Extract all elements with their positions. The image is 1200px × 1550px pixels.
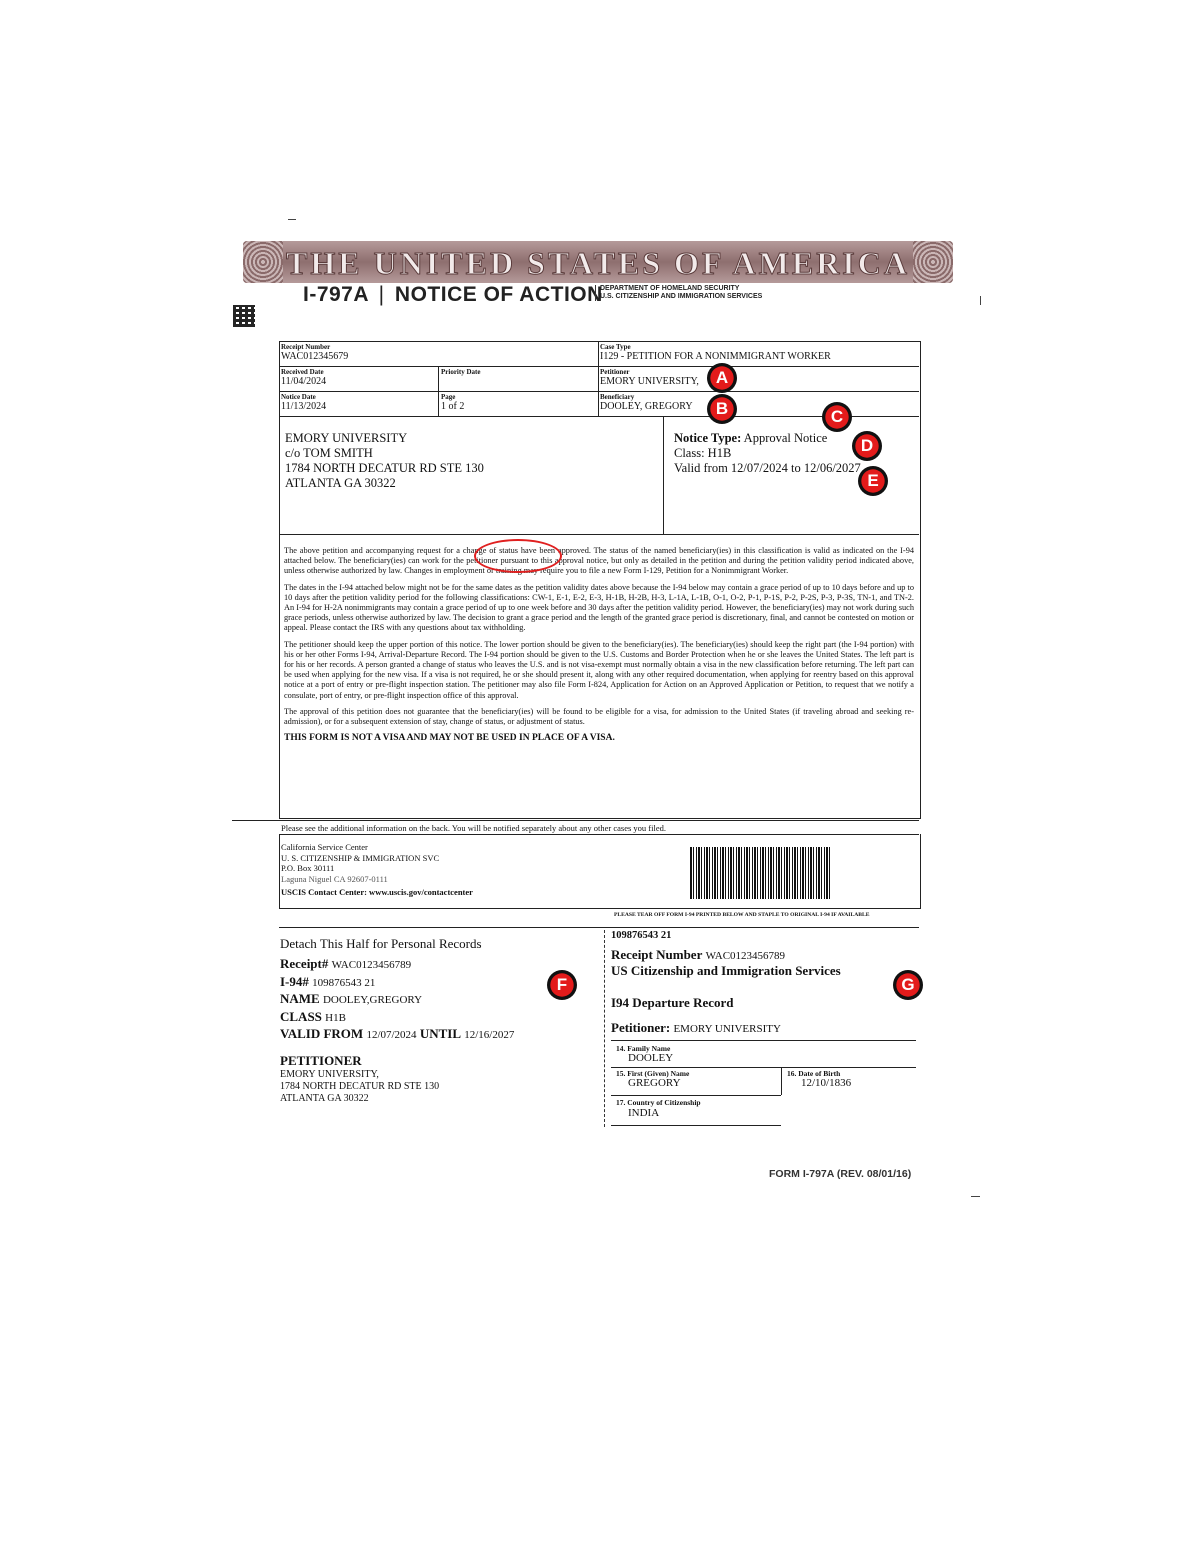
banner [243, 241, 953, 283]
form-revision: FORM I-797A (REV. 08/01/16) [769, 1168, 912, 1180]
row-line [279, 820, 919, 821]
col-line [663, 416, 664, 534]
margin-tick [980, 296, 981, 305]
field-receipt-number [281, 343, 348, 362]
field-label: Beneficiary [600, 393, 635, 401]
field-label: Receipt Number [281, 343, 331, 351]
detach-title: Detach This Half for Personal Records [280, 936, 482, 951]
i94-first-name [616, 1069, 689, 1089]
field-value: 1 of 2 [441, 401, 465, 412]
detach-petitioner-line: ATLANTA GA 30322 [280, 1092, 369, 1104]
detach-label: NAME [280, 991, 320, 1006]
detach-half [280, 936, 580, 1105]
i94-value: EMORY UNIVERSITY [673, 1023, 781, 1035]
detach-petitioner [280, 1069, 580, 1105]
notice-title: NOTICE OF ACTION [394, 283, 603, 306]
field-label: Petitioner [600, 368, 630, 376]
badge-letter: E [867, 471, 879, 490]
i94-field-value: INDIA [628, 1107, 660, 1119]
notice-type-label: Notice Type: [674, 431, 742, 445]
body-paragraph: The above petition and accompanying request for a change of status have been approved. The status of the named beneficiary(ies) in this classification is valid as indicated on the I-94 attached below. The beneficiary(ies) can work for the petitioner pursuant to this approval notice, but only as detailed in the petition and during the petition validity period indicated above, unless otherwise authorized by law. Changes in employment or training may require you to file a new Form I-129, Petition for a Nonimmigrant Worker. [284, 546, 914, 576]
detach-valid [280, 1026, 580, 1044]
i94-petitioner [611, 1020, 921, 1036]
notice-type [674, 431, 861, 446]
notice-class: Class: H1B [674, 446, 732, 460]
detach-name [280, 991, 580, 1009]
i94-agency: US Citizenship and Immigration Services [611, 963, 841, 978]
dept-line-1: DEPARTMENT OF HOMELAND SECURITY [600, 285, 740, 292]
margin-line [232, 820, 279, 821]
field-label: Case Type [600, 343, 631, 351]
i94-label: Receipt Number [611, 947, 703, 962]
row-line [279, 534, 919, 535]
detach-value: 109876543 21 [312, 976, 376, 989]
field-page [441, 393, 464, 412]
body-paragraph: The petitioner should keep the upper portion of this notice. The lower portion should be given to the beneficiary(ies). The beneficiary(ies) should keep the right part (the I-94 portion) with his or her other Forms I-94, Arrival-Departure Record. The I-94 portion should be given to the U.S. Customs and Border Protection when he or she leaves the United States. The left part is for his or her records. A person granted a change of status who leaves the U.S. and is not visa-exempt must normally obtain a visa in the new classification before returning. The left part can be used when applying for the new visa. If a visa is not required, he or she should present it, along with any other required documentation, when applying for reentry based on this approval notice at a port of entry or pre-flight inspection station. The petitioner may also file Form I-824, Application for Action on an Approved Application or Petition, to request that we notify a consulate, port of entry, or pre-flight inspection office of this approval. [284, 639, 914, 700]
field-notice-date [281, 393, 326, 412]
i94-field-label: 14. Family Name [616, 1044, 671, 1053]
body-paragraph: The dates in the I-94 attached below might not be for the same dates as the petition validity dates above because the I-94 below may contain a grace period of up to 10 days before and up to 10 days after the petition validity period for the following classifications: CW-1, E-1, E-2, E-3, H-1B, H-2B, H-3, L-1A, L-1B, O-1, O-2, P-1, P-1S, P-2, P-2S, P-3, P-3S, TN-1, and TN-2. An I-94 for H-2A nonimmigrants may contain a grace period of up to one week before and 30 days after the petition validity period. However, the beneficiary(ies) may not work during such grace periods, unless otherwise authorized by law. The decision to grant a grace period and the length of the granted grace period is discretionary, final, and cannot be contested on motion or appeal. Please contact the IRS with any questions about tax withholding. [284, 582, 914, 633]
tear-line [279, 927, 919, 928]
tear-line-text: PLEASE TEAR OFF FORM I-94 PRINTED BELOW AND STAPLE TO ORIGINAL I-94 IF AVAILABLE [614, 912, 870, 918]
department [595, 285, 762, 301]
detach-label: UNTIL [419, 1026, 461, 1041]
i94-field-value: DOOLEY [628, 1052, 674, 1064]
i94-line [781, 1067, 782, 1095]
i94-value: WAC0123456789 [705, 950, 786, 962]
notice-valid: Valid from 12/07/2024 to 12/06/2027 [674, 461, 861, 475]
i94-line [611, 1040, 916, 1041]
i94-field-label: 15. First (Given) Name [616, 1069, 690, 1078]
center-line: California Service Center [281, 842, 368, 852]
margin-tick [971, 1196, 980, 1197]
detach-label: Receipt# [280, 956, 329, 971]
i94-field-label: 16. Date of Birth [787, 1069, 841, 1078]
detach-label: VALID FROM [280, 1026, 364, 1041]
detach-value: 12/07/2024 [366, 1029, 417, 1041]
document-title [303, 283, 603, 307]
banner-text: THE UNITED STATES OF AMERICA [286, 245, 910, 281]
annotation-badge-g [893, 970, 923, 1000]
annotation-badge-f [547, 970, 577, 1000]
i94-line [611, 1125, 781, 1126]
i94-date-of-birth [787, 1069, 851, 1089]
detach-i94 [280, 974, 580, 992]
badge-letter: C [830, 407, 844, 426]
dept-line-2: U.S. CITIZENSHIP AND IMMIGRATION SERVICES [600, 293, 763, 300]
change-of-status-circle [474, 539, 562, 573]
i94-receipt [611, 947, 921, 963]
detach-receipt [280, 956, 580, 974]
badge-letter: G [901, 975, 915, 994]
visa-warning: THIS FORM IS NOT A VISA AND MAY NOT BE USED IN PLACE OF A VISA. [284, 733, 615, 744]
annotation-badge-b [707, 394, 737, 424]
address-line: ATLANTA GA 30322 [285, 476, 396, 490]
i94-line [611, 1067, 916, 1068]
notice-info [674, 431, 861, 476]
contact-center: USCIS Contact Center: www.uscis.gov/contactcenter [281, 887, 473, 897]
field-label: Priority Date [441, 368, 481, 376]
field-value: 11/04/2024 [281, 376, 327, 387]
detach-value: H1B [325, 1011, 346, 1024]
i94-country [616, 1098, 701, 1119]
center-line: Laguna Niguel CA 92607-0111 [281, 873, 388, 884]
field-value: I129 - PETITION FOR A NONIMMIGRANT WORKER [600, 351, 831, 362]
body-paragraph: The approval of this petition does not guarantee that the beneficiary(ies) will be found to be eligible for a visa, for admission to the United States (if traveling abroad and seeking re-admission), or for a subsequent extension of stay, change of status, or adjustment of status. [284, 706, 914, 727]
title-separator: | [378, 283, 385, 306]
detach-petitioner-line: 1784 NORTH DECATUR RD STE 130 [280, 1080, 440, 1092]
col-line [598, 341, 599, 416]
badge-letter: D [860, 436, 874, 455]
field-priority-date [441, 368, 480, 376]
field-beneficiary [600, 393, 693, 412]
i94-field-value: GREGORY [628, 1077, 681, 1089]
badge-letter: A [715, 368, 729, 387]
field-value: WAC012345679 [281, 351, 349, 362]
field-received-date [281, 368, 326, 387]
detach-fields [280, 956, 580, 1044]
field-value: EMORY UNIVERSITY, [600, 376, 699, 387]
address-line: c/o TOM SMITH [285, 446, 373, 460]
i94-family-name [616, 1044, 673, 1064]
perforation-line [604, 930, 605, 1127]
row-line [279, 391, 919, 392]
field-value: 11/13/2024 [281, 401, 327, 412]
detach-class [280, 1009, 580, 1027]
datamatrix-code [233, 305, 255, 327]
i94-line [611, 1095, 781, 1096]
center-line: U. S. CITIZENSHIP & IMMIGRATION SVC [281, 852, 440, 863]
detach-value: WAC0123456789 [331, 959, 412, 971]
badge-letter: F [556, 975, 568, 994]
annotation-badge-c [822, 402, 852, 432]
col-line [438, 366, 439, 416]
row-line [279, 366, 919, 367]
i94-departure-record: I94 Departure Record [611, 995, 734, 1010]
field-label: Notice Date [281, 393, 316, 401]
detach-value: 12/16/2027 [464, 1029, 515, 1041]
i94-record [611, 930, 921, 1036]
field-label: Received Date [281, 368, 324, 376]
field-case-type [600, 343, 831, 362]
i94-field-value: 12/10/1836 [801, 1077, 852, 1089]
detach-petitioner-label: PETITIONER [280, 1052, 362, 1068]
annotation-badge-e [858, 466, 888, 496]
i94-number: 109876543 21 [611, 930, 672, 941]
address-line: 1784 NORTH DECATUR RD STE 130 [285, 461, 484, 475]
field-label: Page [441, 393, 456, 401]
margin-tick [288, 219, 296, 220]
detach-value: DOOLEY,GREGORY [322, 994, 423, 1006]
service-center-text [281, 842, 473, 898]
form-number: I-797A [303, 283, 369, 306]
center-line: P.O. Box 30111 [281, 863, 335, 873]
mailing-address [285, 431, 484, 491]
i94-label: Petitioner: [611, 1020, 671, 1035]
annotation-badge-d [852, 431, 882, 461]
see-back-note: Please see the additional information on the back. You will be notified separately about any other cases you filed. [281, 823, 666, 833]
badge-letter: B [715, 399, 729, 418]
notice-body [284, 546, 914, 743]
detach-label: CLASS [280, 1008, 322, 1024]
notice-type-value: Approval Notice [743, 431, 828, 445]
field-value: DOOLEY, GREGORY [600, 401, 693, 412]
field-petitioner [600, 368, 699, 387]
i94-field-label: 17. Country of Citizenship [616, 1098, 701, 1107]
address-line: EMORY UNIVERSITY [285, 431, 408, 445]
barcode [690, 847, 830, 899]
detach-petitioner-line: EMORY UNIVERSITY, [280, 1068, 379, 1080]
annotation-badge-a [707, 363, 737, 393]
detach-label: I-94# [280, 973, 309, 989]
